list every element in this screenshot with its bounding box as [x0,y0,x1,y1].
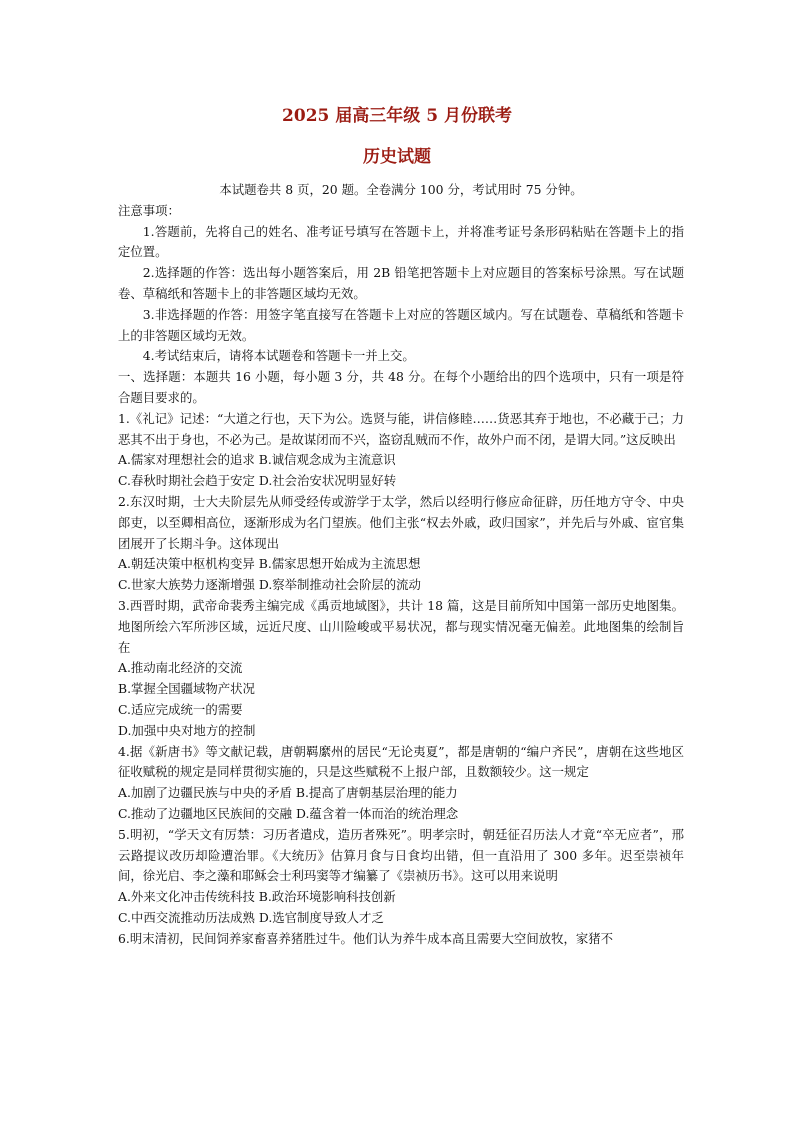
question-stem: 1.《礼记》记述：“大道之行也，天下为公。选贤与能，讲信修睦……货恶其弃于地也，不必藏于己；力恶其不出于身也，不必为己。是故谋闭而不兴，盗窃乱贼而不作，故外户而不闭，是谓大同。”这反映出 [118,410,684,447]
question-1 [118,409,684,492]
notice-item: 2.选择题的作答：选出每小题答案后，用 2B 铅笔把答题卡上对应题目的答案标号涂黑。写在试题卷、草稿纸和答题卡上的非答题区域均无效。 [118,265,684,301]
option-line: A.加剧了边疆民族与中央的矛盾 B.提高了唐朝基层治理的能力 [118,785,458,801]
option-line: A.儒家对理想社会的追求 B.诚信观念成为主流意识 [118,452,396,468]
question-stem: 3.西晋时期，武帝命裴秀主编完成《禹贡地域图》，共计 18 篇，这是目前所知中国第一部历史地图集。地图所绘六军所涉区域，远近尺度、山川险峻或平易状况，都与现实情况毫无偏差。此地图集的绘制旨在 [118,597,684,655]
option-line: A.推动南北经济的交流 [118,660,243,676]
exam-title: 2025 届高三年级 5 月份联考 [282,106,512,126]
question-3 [118,596,684,742]
exam-intro: 本试题卷共 8 页，20 题。全卷满分 100 分，考试用时 75 分钟。 [219,182,583,197]
notice-item: 4.考试结束后，请将本试题卷和答题卡一并上交。 [142,348,415,364]
section-heading: 一、选择题：本题共 16 小题，每小题 3 分，共 48 分。在每个小题给出的四个选项中，只有一项是符合题目要求的。 [118,369,684,405]
question-stem: 5.明初，“学天文有厉禁：习历者遣戍，造历者殊死”。明孝宗时，朝廷征召历法人才竟“卒无应者”，邢云路提议改历却险遭治罪。《大统历》估算月食与日食均出错，但一直沿用了 300 多年。迟至崇祯年间，徐光启、李之藻和耶稣会士利玛窦等才编纂了《崇祯历书》。这可以用来说明 [118,826,684,884]
question-stem: 6.明末清初，民间饲养家畜喜养猪胜过牛。他们认为养牛成本高且需要大空间放牧，家猪不 [118,930,614,946]
option-line: C.中西交流推动历法成熟 D.选官制度导致人才乏 [118,909,384,925]
notice-heading: 注意事项： [118,202,180,218]
subject-title: 历史试题 [363,147,431,167]
option-line: C.世家大族势力逐渐增强 D.察举制推动社会阶层的流动 [118,577,421,593]
option-line: C.适应完成统一的需要 [118,701,243,717]
exam-content [118,180,684,949]
option-line: C.春秋时期社会趋于安定 D.社会治安状况明显好转 [118,473,397,489]
question-6 [118,929,684,950]
question-2 [118,492,684,596]
option-line: A.朝廷决策中枢机构变异 B.儒家思想开始成为主流思想 [118,556,421,572]
option-line: B.掌握全国疆域物产状况 [118,681,255,697]
option-line: C.推动了边疆地区民族间的交融 D.蕴含着一体而治的统治理念 [118,805,459,821]
notice-item: 1.答题前，先将自己的姓名、准考证号填写在答题卡上，并将准考证号条形码粘贴在答题卡上的指定位置。 [118,223,684,260]
question-4 [118,742,684,825]
notice-item: 3.非选择题的作答：用签字笔直接写在答题卡上对应的答题区域内。写在试题卷、草稿纸和答题卡上的非答题区域均无效。 [118,306,684,343]
option-line: A.外来文化冲击传统科技 B.政治环境影响科技创新 [118,889,396,905]
question-stem: 4.据《新唐书》等文献记载，唐朝羁縻州的居民“无论夷夏”，都是唐朝的“编户齐民”，唐朝在这些地区征收赋税的规定是同样贯彻实施的，只是这些赋税不上报户部，且数额较少。这一规定 [118,743,684,780]
question-stem: 2.东汉时期，士大夫阶层先从师受经传或游学于太学，然后以经明行修应命征辟，历任地方守令、中央郎吏，以至卿相高位，逐渐形成为名门望族。他们主张“权去外戚，政归国家”，并先后与外戚、宦官集团展开了长期斗争。这体现出 [118,493,684,551]
question-5 [118,825,684,929]
option-line: D.加强中央对地方的控制 [118,722,256,738]
